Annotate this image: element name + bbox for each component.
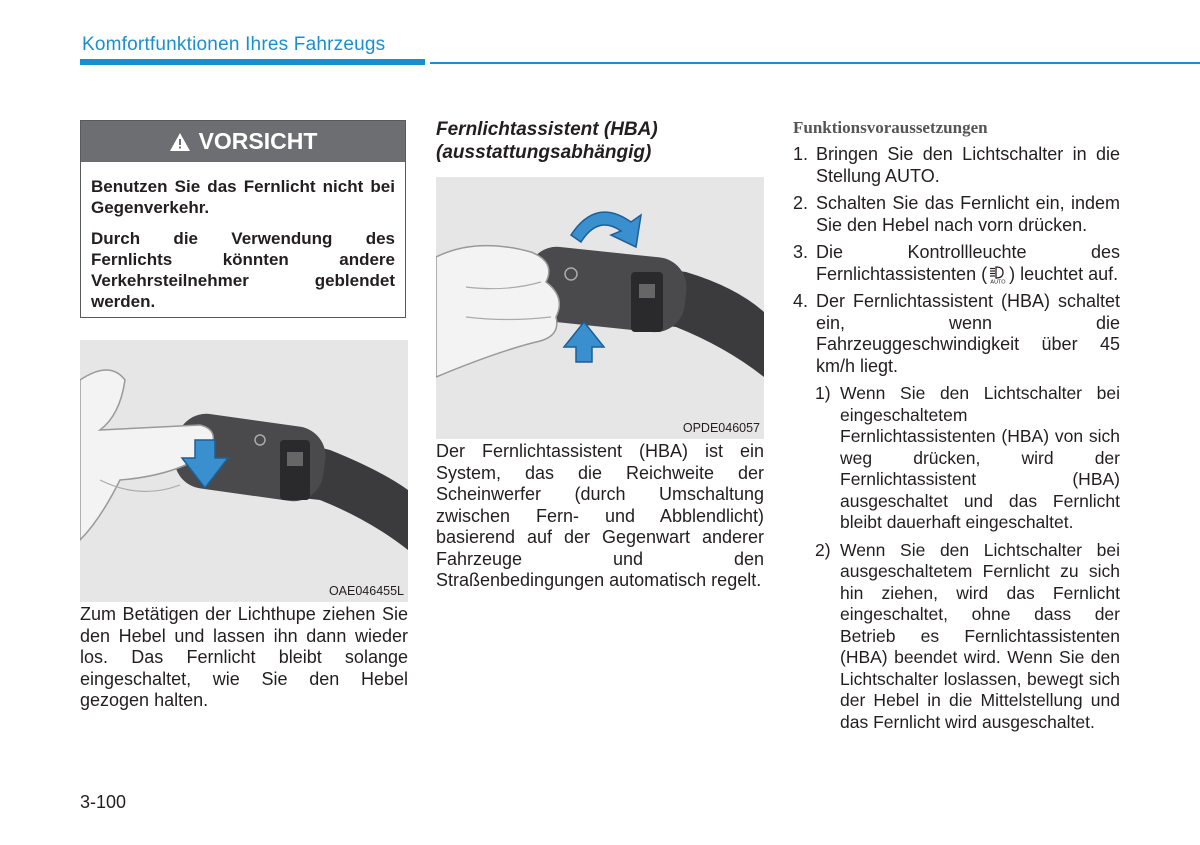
sub-list-item bbox=[815, 540, 1120, 734]
figure-code: OAE046455L bbox=[328, 584, 404, 598]
list-text: Der Fernlichtassistent (HBA) schaltet ein, wenn die Fahrzeuggeschwindigkeit über 45 km/h liegt. bbox=[816, 291, 1120, 376]
lever-pull-illustration bbox=[80, 340, 408, 602]
list-item bbox=[793, 144, 1120, 187]
list-text: Bringen Sie den Lichtschalter in die Stellung AUTO. bbox=[816, 144, 1120, 186]
caution-body bbox=[81, 162, 405, 312]
figure-code: OPDE046057 bbox=[682, 421, 760, 435]
figure-flash-to-pass bbox=[80, 340, 408, 602]
warning-triangle-icon bbox=[169, 132, 191, 152]
sub-list-item bbox=[815, 383, 1120, 534]
header-rule-accent bbox=[80, 59, 425, 65]
hba-heading-line2: (ausstattungsabhängig) bbox=[436, 142, 652, 163]
caution-paragraph: Durch die Verwendung des Fernlichts könnten andere Verkehrsteilnehmer geblendet werden. bbox=[91, 229, 395, 311]
caution-box bbox=[80, 120, 406, 318]
page-number: 3-100 bbox=[80, 792, 127, 812]
list-text-before: Die Kontrollleuchte des Fernlichtassistenten ( bbox=[816, 242, 1120, 284]
sub-list-text: Wenn Sie den Lichtschalter bei eingeschaltetem Fernlichtassistenten (HBA) von sich weg drücken, wird der Fernlichtassistent (HBA) ausgeschaltet und das Fernlicht bleibt dauerhaft eingeschaltet. bbox=[840, 383, 1120, 532]
list-number: 2. bbox=[793, 193, 809, 213]
caution-title: VORSICHT bbox=[198, 128, 318, 154]
sub-list-number: 1) bbox=[815, 383, 831, 403]
requirements-heading: Funktionsvoraussetzungen bbox=[793, 118, 988, 137]
section-title: Komfortfunktionen Ihres Fahrzeugs bbox=[82, 34, 386, 55]
auto-icon-label: AUTO bbox=[990, 279, 1006, 284]
caution-header bbox=[81, 121, 405, 162]
list-number: 4. bbox=[793, 291, 809, 311]
list-text-after: ) leuchtet auf. bbox=[1009, 263, 1119, 284]
hba-heading-line1: Fernlichtassistent (HBA) bbox=[436, 119, 658, 140]
list-item bbox=[793, 242, 1120, 285]
list-item bbox=[793, 193, 1120, 236]
high-beam-assist-auto-icon bbox=[987, 264, 1009, 284]
lever-push-illustration bbox=[436, 177, 764, 439]
requirements-section bbox=[793, 118, 1120, 739]
flash-to-pass-paragraph: Zum Betätigen der Lichthupe ziehen Sie den Hebel und lassen ihn dann wieder los. Das Fernlicht bleibt solange eingeschaltet, wie Sie den Hebel gezogen halten. bbox=[80, 604, 408, 710]
list-text bbox=[816, 242, 1120, 285]
sub-list-number: 2) bbox=[815, 539, 831, 560]
list-number: 1. bbox=[793, 144, 809, 164]
list-number: 3. bbox=[793, 242, 809, 262]
sub-list-text: Wenn Sie den Lichtschalter bei ausgeschaltetem Fernlicht zu sich hin ziehen, wird das Fernlicht eingeschaltet, ohne dass der Betrieb es Fernlichtassistenten (HBA) beendet wird. Wenn Sie den Lichtschalter loslassen, bewegt sich der Hebel in die Mittelstellung und das Fernlicht wird ausgeschaltet. bbox=[840, 539, 1120, 732]
figure-hba-lever bbox=[436, 177, 764, 439]
hba-description: Der Fernlichtassistent (HBA) ist ein System, das die Reichweite der Scheinwerfer (durch Umschaltung zwischen Fern- und Abblendlicht) basierend auf der Gegenwart anderer Fahrzeuge und den Straßenbedingungen automatisch regelt. bbox=[436, 441, 764, 590]
list-text: Schalten Sie das Fernlicht ein, indem Sie den Hebel nach vorn drücken. bbox=[816, 193, 1120, 235]
list-item bbox=[793, 291, 1120, 377]
caution-paragraph: Benutzen Sie das Fernlicht nicht bei Gegenverkehr. bbox=[91, 177, 395, 217]
header-rule bbox=[430, 62, 1200, 64]
hba-heading bbox=[436, 118, 766, 164]
